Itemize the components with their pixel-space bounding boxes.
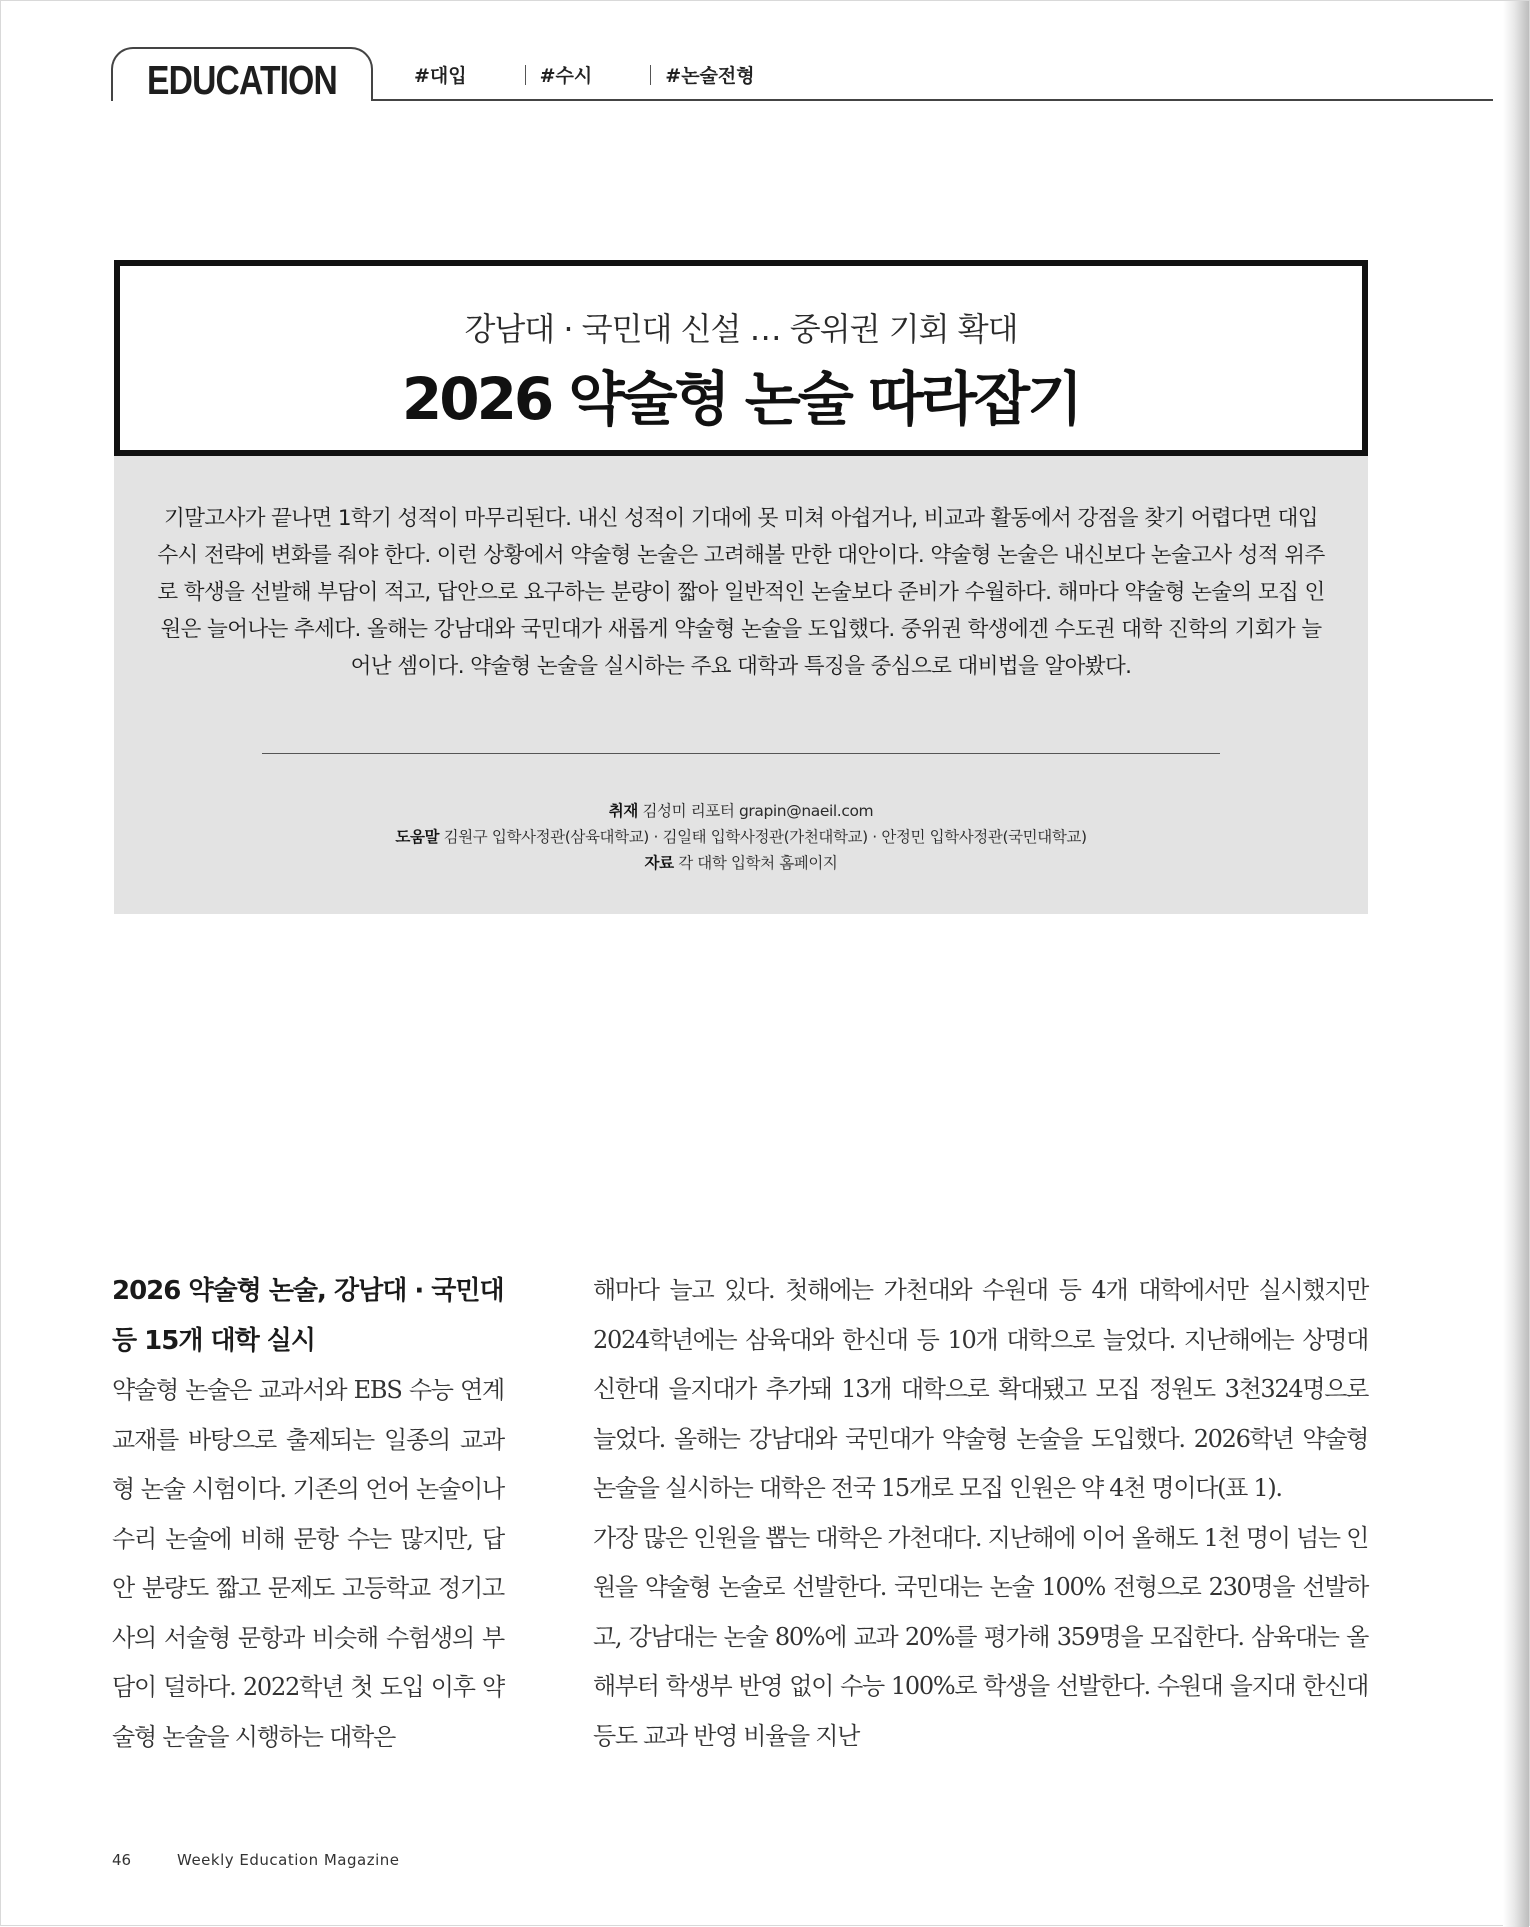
article-headline: 2026 약술형 논술 따라잡기	[401, 365, 1081, 433]
credit-reporting-value: 김성미 리포터 grapin@naeil.com	[642, 802, 874, 820]
publication-name: Weekly Education Magazine	[177, 1851, 400, 1869]
credit-source	[114, 850, 1368, 876]
tag-separator	[650, 65, 651, 85]
lede-panel	[114, 456, 1368, 914]
body-paragraph: 가장 많은 인원을 뽑는 대학은 가천대다. 지난해에 이어 올해도 1천 명이 넘는 인원을 약술형 논술로 선발한다. 국민대는 논술 100% 전형으로 230명을 선발하고, 강남대는 논술 80%에 교과 20%를 평가해 359명을 모집한다. 삼육대는 올해부터 학생부 반영 없이 수능 100%로 학생을 선발한다. 수원대 을지대 한신대 등도 교과 반영 비율을 지난	[593, 1523, 1368, 1750]
credit-advice-value: 김원구 입학사정관(삼육대학교) · 김일태 입학사정관(가천대학교) · 안정민 입학사정관(국민대학교)	[443, 828, 1087, 846]
body-column-right	[593, 1266, 1368, 1761]
body-paragraph: 약술형 논술은 교과서와 EBS 수능 연계 교재를 바탕으로 출제되는 일종의 교과형 논술 시험이다. 기존의 언어 논술이나 수리 논술에 비해 문항 수는 많지만, 답안 분량도 짧고 문제도 고등학교 정기고사의 서술형 문항과 비슷해 수험생의 부담이 덜하다. 2022학년 첫 도입 이후 약술형 논술을 시행하는 대학은	[112, 1376, 504, 1751]
credits	[114, 798, 1368, 876]
lede-divider	[262, 753, 1220, 754]
header-rule	[373, 99, 1493, 101]
body-paragraph: 해마다 늘고 있다. 첫해에는 가천대와 수원대 등 4개 대학에서만 실시했지만 2024학년에는 삼육대와 한신대 등 10개 대학으로 늘었다. 지난해에는 상명대 신한대 을지대가 추가돼 13개 대학으로 확대됐고 모집 정원도 3천324명으로 늘었다. 올해는 강남대와 국민대가 약술형 논술을 도입했다. 2026학년 약술형 논술을 실시하는 대학은 전국 15개로 모집 인원은 약 4천 명이다(표 1).	[593, 1276, 1368, 1502]
article-subhead: 2026 약술형 논술, 강남대 · 국민대 등 15개 대학 실시	[112, 1276, 504, 1356]
credit-advice	[114, 824, 1368, 850]
section-label: EDUCATION	[147, 57, 337, 103]
page-number: 46	[112, 1851, 132, 1869]
body-column-left	[112, 1366, 504, 1762]
article-kicker: 강남대 · 국민대 신설 … 중위권 기회 확대	[464, 310, 1018, 348]
tag-early-admission: #수시	[539, 65, 593, 87]
tag-admission: #대입	[414, 65, 467, 87]
credit-source-value: 각 대학 입학처 홈페이지	[678, 854, 838, 872]
title-box	[114, 260, 1368, 456]
lede-text: 기말고사가 끝나면 1학기 성적이 마무리된다. 내신 성적이 기대에 못 미쳐 아쉽거나, 비교과 활동에서 강점을 찾기 어렵다면 대입 수시 전략에 변화를 줘야 한다. 이런 상황에서 약술형 논술은 고려해볼 만한 대안이다. 약술형 논술은 내신보다 논술고사 성적 위주로 학생을 선발해 부담이 적고, 답안으로 요구하는 분량이 짧아 일반적인 논술보다 준비가 수월하다. 해마다 약술형 논술의 모집 인원은 늘어나는 추세다. 올해는 강남대와 국민대가 새롭게 약술형 논술을 도입했다. 중위권 학생에겐 수도권 대학 진학의 기회가 늘어난 셈이다. 약술형 논술을 실시하는 주요 대학과 특징을 중심으로 대비법을 알아봤다.	[157, 506, 1325, 679]
credit-advice-label: 도움말	[395, 828, 440, 846]
credit-reporting-label: 취재	[608, 802, 638, 820]
tag-list	[414, 61, 755, 88]
credit-source-label: 자료	[644, 854, 674, 872]
credit-reporting	[114, 798, 1368, 824]
tag-separator	[525, 65, 526, 85]
tag-essay-track: #논술전형	[665, 65, 755, 87]
page-spine-shadow	[1503, 1, 1529, 1927]
